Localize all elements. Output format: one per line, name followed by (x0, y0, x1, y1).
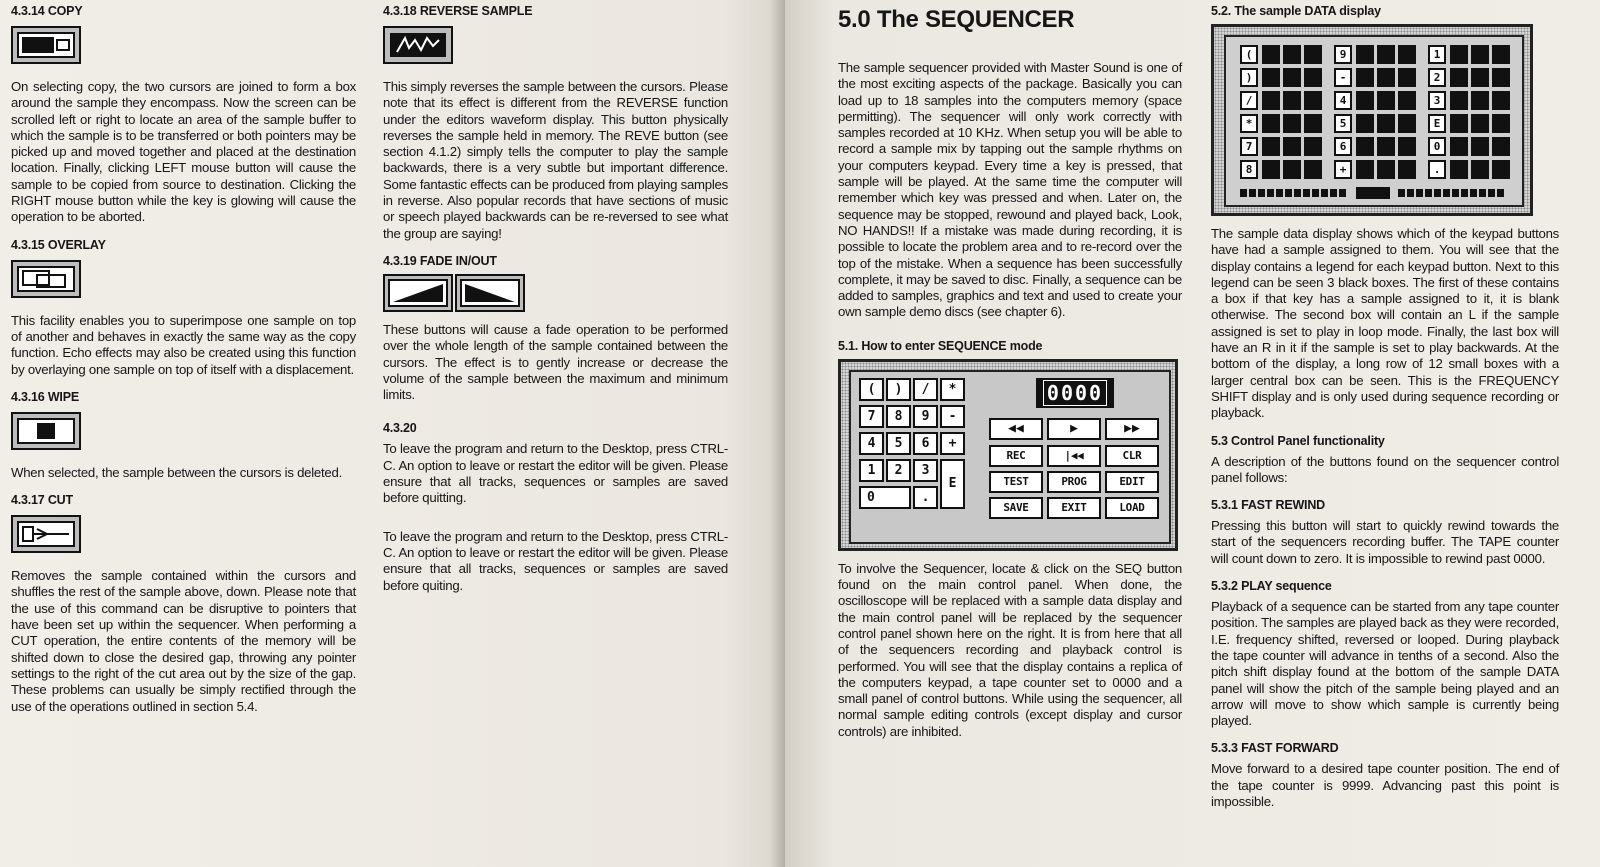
sample-status-box (1471, 91, 1489, 110)
section-body: To involve the Sequencer, locate & click on the SEQ button found on the main control panel. When done, the oscilloscope will be replaced with a sample data display and the main control panel will be replaced by the sequencer control panel shown here on the right. It is from here that all of the sequencers recording and playback control is performed. You will see that the display contains a replica of the computers keypad, a tape counter set to 0000 and a small panel of control buttons. While using the sequencer, all normal sample editing controls (except display and cursor controls) are inhibited. (838, 560, 1182, 739)
frequency-center-box (1356, 187, 1390, 199)
sample-status-box (1356, 114, 1374, 133)
section-body: To leave the program and return to the Desktop, press CTRL-C. An option to leave or restart the editor will be given. Please ensure that all tracks, sequences or samples are saved before quiting. (383, 528, 728, 593)
keypad-key[interactable]: + (940, 432, 965, 455)
legend-key: 5 (1334, 114, 1352, 133)
section-heading: 4.3.16 WIPE (11, 389, 79, 404)
fade-in-icon (383, 274, 453, 312)
left-column-1 (11, 4, 356, 727)
sample-status-box (1356, 91, 1374, 110)
sample-status-box (1471, 160, 1489, 179)
section-body: When selected, the sample between the cursors is deleted. (11, 464, 343, 480)
overlay-icon (11, 260, 81, 298)
sample-status-box (1471, 137, 1489, 156)
sample-status-box (1262, 45, 1280, 64)
data-display-frame (1224, 35, 1524, 207)
section-heading: 5.1. How to enter SEQUENCE mode (838, 338, 1043, 353)
keypad-key[interactable]: 0 (859, 486, 911, 509)
section-body: A description of the buttons found on the sequencer control panel follows: (1211, 453, 1559, 485)
legend-key: 7 (1240, 137, 1258, 156)
control-panel-frame (849, 370, 1171, 544)
sample-status-box (1492, 160, 1510, 179)
sample-status-box (1377, 91, 1395, 110)
section-body: These buttons will cause a fade operation to be performed over the whole length of the sample contained between the cursors. The effect is to gently increase or decrease the volume of the sample between the maximum and minimum limits. (383, 321, 728, 403)
legend-key: 2 (1428, 68, 1446, 87)
sample-status-box (1377, 45, 1395, 64)
sample-status-box (1262, 160, 1280, 179)
sample-status-box (1356, 68, 1374, 87)
keypad-key[interactable]: ( (859, 378, 884, 401)
sample-status-box (1492, 68, 1510, 87)
sample-status-box (1356, 160, 1374, 179)
legend-key: 0 (1428, 137, 1446, 156)
wipe-icon (11, 412, 81, 450)
sample-status-box (1304, 160, 1322, 179)
frequency-boxes-left (1240, 189, 1348, 197)
section-body: On selecting copy, the two cursors are joined to form a box around the sample they encompass. Now the screen can be scrolled left or right to locate an area of the sample buffer to which the sample is to be transferred or both pointers may be picked up and moved together and placed at the destination location. Finally, clicking LEFT mouse button will cause the sample to be copied from source to destination. Clicking the RIGHT mouse button while the key is glowing will cause the operation to be aborted. (11, 79, 356, 225)
sample-status-box (1304, 91, 1322, 110)
sample-status-box (1304, 68, 1322, 87)
left-page (0, 0, 785, 867)
sample-status-box (1398, 68, 1416, 87)
sample-status-box (1377, 137, 1395, 156)
sample-status-box (1262, 114, 1280, 133)
sample-status-box (1283, 114, 1301, 133)
keypad-key[interactable]: 3 (913, 459, 938, 482)
right-column-2 (1211, 4, 1559, 822)
keypad-key[interactable]: / (913, 378, 938, 401)
load-button[interactable]: LOAD (1105, 497, 1159, 519)
sample-status-box (1304, 137, 1322, 156)
copy-icon (11, 26, 81, 64)
right-page (785, 0, 1600, 867)
legend-key: 9 (1334, 45, 1352, 64)
keypad-key[interactable]: - (940, 405, 965, 428)
test-button[interactable]: TEST (989, 471, 1043, 493)
sample-status-box (1398, 114, 1416, 133)
edit-button[interactable]: EDIT (1105, 471, 1159, 493)
sample-status-box (1492, 137, 1510, 156)
sample-status-box (1304, 114, 1322, 133)
section-body: Playback of a sequence can be started from any tape counter position. The samples are played back as they were recorded, I.E. frequency shifted, reversed or looped. During playback the tape counter will advance in tenths of a second. Also the pitch shift display found at the bottom of the sample DATA panel will show the pitch of the sample being played and an arrow will move to show which sample is currently being played. (1211, 599, 1559, 729)
cut-icon (11, 515, 81, 553)
sample-status-box (1492, 45, 1510, 64)
legend-key: 4 (1334, 91, 1352, 110)
keypad-key[interactable]: 4 (859, 432, 884, 455)
section-heading: 4.3.19 FADE IN/OUT (383, 253, 497, 268)
section-body: The sample data display shows which of the keypad buttons have had a sample assigned to them. You will see that the display contains a legend for each keypad button. Next to this legend can be seen 3 black boxes. The first of these contains a box if that key has a sample assigned to it, it is blank otherwise. The second box will contain an L if the sample assigned is set to play in loop mode. Finally, the last box will have an R in it if the sample is set to play backwards. At the bottom of the display, a long row of 12 small boxes with a larger central box can be seen. This is the FREQUENCY SHIFT display and is only used during sequence recording or playback. (1211, 226, 1559, 421)
exit-button[interactable]: EXIT (1047, 497, 1101, 519)
section-heading: 4.3.14 COPY (11, 4, 83, 18)
sample-status-box (1283, 45, 1301, 64)
keypad-key[interactable]: 8 (886, 405, 911, 428)
sample-status-box (1377, 68, 1395, 87)
right-column-1 (838, 4, 1182, 752)
section-heading: 5.3.2 PLAY sequence (1211, 579, 1332, 594)
sample-status-box (1377, 160, 1395, 179)
rec-button[interactable]: REC (989, 445, 1043, 467)
sample-status-box (1283, 91, 1301, 110)
keypad-key[interactable]: . (913, 486, 938, 509)
sample-status-box (1283, 137, 1301, 156)
legend-key: 8 (1240, 160, 1258, 179)
sample-status-box (1356, 137, 1374, 156)
rewind-to-start-button[interactable]: |◀◀ (1047, 445, 1101, 467)
section-heading: 4.3.15 OVERLAY (11, 237, 106, 252)
keypad-key[interactable]: 9 (913, 405, 938, 428)
legend-key: 6 (1334, 137, 1352, 156)
keypad-key[interactable]: 5 (886, 432, 911, 455)
save-button[interactable]: SAVE (989, 497, 1043, 519)
section-heading: 5.2. The sample DATA display (1211, 4, 1381, 18)
sample-status-box (1398, 45, 1416, 64)
keypad-key[interactable]: E (940, 459, 965, 509)
sequencer-control-panel (838, 359, 1178, 551)
legend-key: 1 (1428, 45, 1446, 64)
section-body: Pressing this button will start to quickly rewind towards the start of the sequencers recording buffer. The TAPE counter will count down to zero. It is impossible to rewind past 0000. (1211, 518, 1559, 566)
tape-counter-value: 0000 (1043, 380, 1107, 406)
prog-button[interactable]: PROG (1047, 471, 1101, 493)
keypad-key[interactable]: * (940, 378, 965, 401)
keypad-key[interactable]: 7 (859, 405, 884, 428)
legend-key: ) (1240, 68, 1258, 87)
fast-forward-button[interactable]: ▶▶ (1105, 418, 1159, 440)
legend-key: ( (1240, 45, 1258, 64)
sample-status-box (1283, 68, 1301, 87)
section-body: This simply reverses the sample between the cursors. Please note that its effect is different from the REVERSE function under the editors waveform display. This button physically reverses the sample held in memory. The REVE button (see section 4.1.2) simply tells the computer to play the sample backwards, there is a very subtle but important difference. Some fantastic effects can be produced from playing samples in reverse. Also popular records that have sections of music or speech played backwards can be re-reversed to see what the group are saying! (383, 79, 728, 241)
legend-key: . (1428, 160, 1446, 179)
tape-counter (1036, 378, 1114, 408)
sample-status-box (1471, 45, 1489, 64)
sample-status-box (1492, 91, 1510, 110)
frequency-boxes-right (1398, 189, 1506, 197)
sample-status-box (1262, 68, 1280, 87)
legend-key: - (1334, 68, 1352, 87)
sample-status-box (1450, 137, 1468, 156)
left-column-2 (383, 4, 728, 606)
keypad-key[interactable]: 6 (913, 432, 938, 455)
play-button[interactable]: ▶ (1047, 418, 1101, 440)
fade-buttons (383, 274, 728, 312)
sample-status-box (1398, 137, 1416, 156)
section-heading: 4.3.20 (383, 421, 417, 436)
legend-key: / (1240, 91, 1258, 110)
sample-status-box (1450, 91, 1468, 110)
sample-status-box (1450, 160, 1468, 179)
section-body: This facility enables you to superimpose one sample on top of another and behaves in exactly the same way as the copy function. Echo effects may also be created using this function by overlaying one sample on top of itself with a displacement. (11, 312, 356, 377)
sample-status-box (1304, 45, 1322, 64)
section-heading: 4.3.18 REVERSE SAMPLE (383, 4, 533, 18)
sample-status-box (1471, 68, 1489, 87)
section-body: Removes the sample contained within the cursors and shuffles the rest of the sample above, down. Please note that the use of this command can be disruptive to pointers that have been set up within the sequencer. When performing a CUT operation, the entire contents of the memory will be shifted down to close the desired gap, throwing any pointer settings to the right of the cut area out by the size of the gap. These problems can usually be simply rectified through the use of the operations outlined in section 5.4. (11, 568, 356, 714)
sample-status-box (1356, 45, 1374, 64)
sample-data-display (1211, 24, 1533, 216)
sample-status-box (1471, 114, 1489, 133)
clr-button[interactable]: CLR (1105, 445, 1159, 467)
sample-status-box (1450, 45, 1468, 64)
legend-key: + (1334, 160, 1352, 179)
legend-key: 3 (1428, 91, 1446, 110)
section-heading: 4.3.17 CUT (11, 493, 73, 508)
frequency-shift-display (1240, 189, 1506, 197)
reverse-sample-icon (383, 26, 453, 64)
keypad-key[interactable]: 2 (886, 459, 911, 482)
sample-status-box (1398, 91, 1416, 110)
keypad-key[interactable]: 1 (859, 459, 884, 482)
section-heading: 5.3 Control Panel functionality (1211, 433, 1385, 448)
keypad-key[interactable]: ) (886, 378, 911, 401)
section-heading: 5.3.3 FAST FORWARD (1211, 741, 1339, 756)
section-heading: 5.3.1 FAST REWIND (1211, 498, 1325, 513)
sample-status-box (1283, 160, 1301, 179)
sample-status-box (1377, 114, 1395, 133)
legend-key: * (1240, 114, 1258, 133)
section-body: To leave the program and return to the Desktop, press CTRL-C. An option to leave or restart the editor will be given. Please ensure that all tracks, sequences or samples are saved before quitting. (383, 441, 728, 506)
section-body: The sample sequencer provided with Master Sound is one of the most exciting aspects of the package. Basically you can load up to 18 samples into the computers memory (space permitting). The sequencer will only work correctly with samples recorded at 10 KHz. When setup you will be able to record a sample mix by tapping out the sample rhythms on your computers keypad. Every time a key is pressed, that sample will be played. At the same time the computer will remember which key was pressed and when. Later on, the sequence may be stopped, rewound and played back, Look, NO HANDS!! If a mistake was made during recording, it is possible to locate the problem area and to re-record over the top of the mistake. When a sequence has been successfully complete, it may be saved to disc. Finally, a sequence can be added to samples, graphics and text and used to create your own sample demo discs (see chapter 6). (838, 60, 1182, 320)
legend-key: E (1428, 114, 1446, 133)
fade-out-icon (455, 274, 525, 312)
sample-status-box (1450, 68, 1468, 87)
sample-status-box (1450, 114, 1468, 133)
sample-status-box (1492, 114, 1510, 133)
sample-status-box (1398, 160, 1416, 179)
chapter-title: 5.0 The SEQUENCER (838, 6, 1075, 33)
fast-rewind-button[interactable]: ◀◀ (989, 418, 1043, 440)
section-body: Move forward to a desired tape counter position. The end of the tape counter is 9999. Advancing past this point is impossible. (1211, 761, 1559, 810)
sample-status-box (1262, 137, 1280, 156)
sample-status-box (1262, 91, 1280, 110)
